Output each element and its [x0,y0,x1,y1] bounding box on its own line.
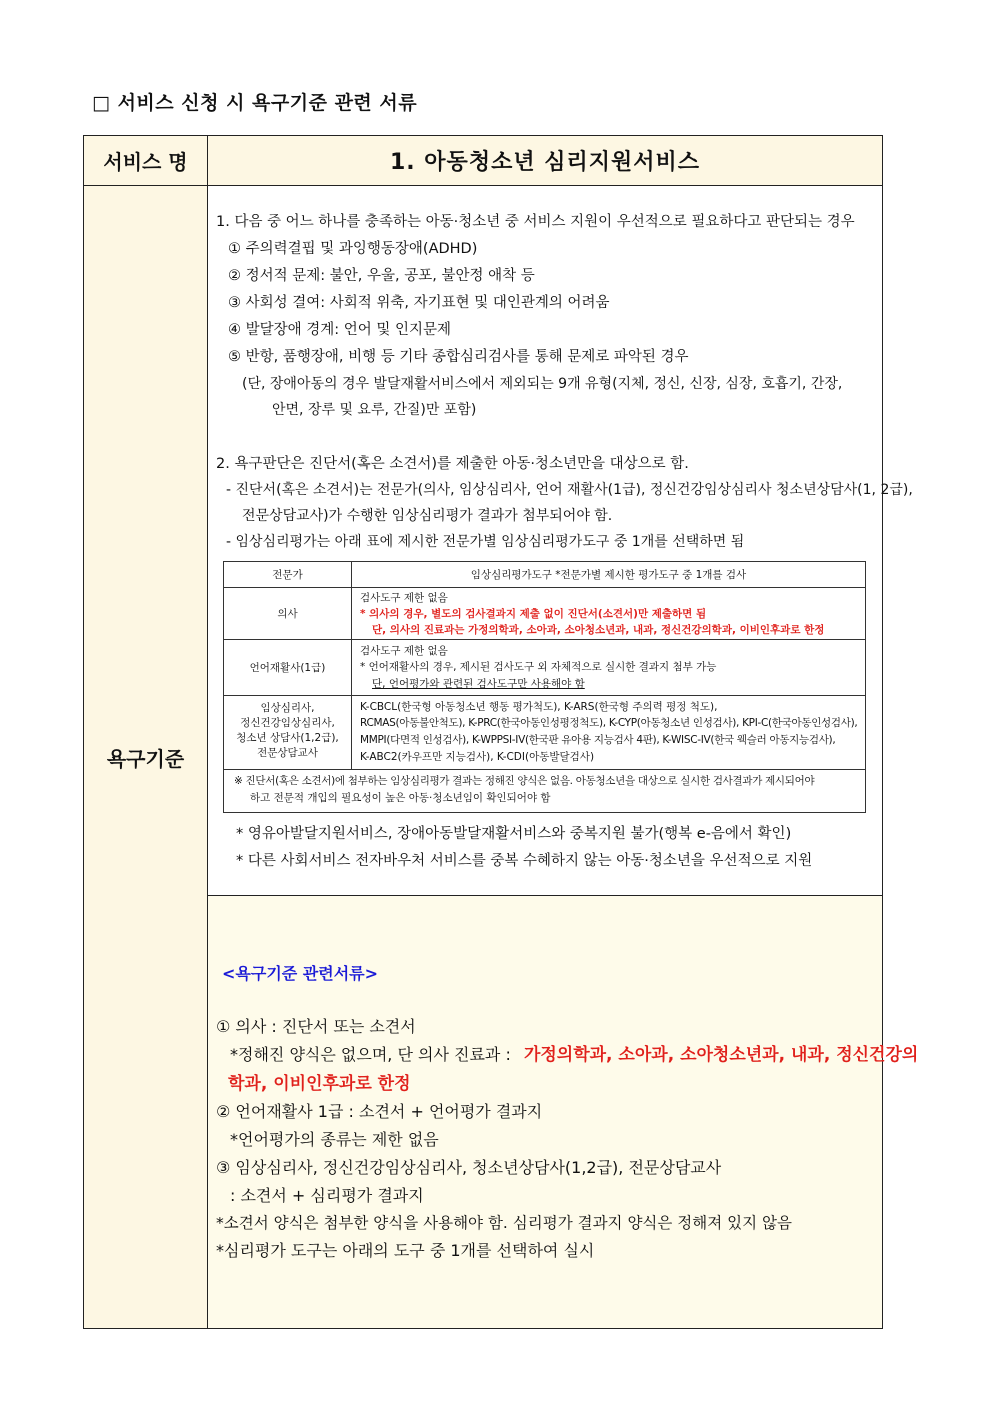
criteria-sub-3: ③ 사회성 결여: 사회적 위축, 자기표현 및 대인관계의 어려움 [228,295,610,311]
table-footnote [224,770,865,812]
documents-note-2: *심리평가 도구는 아래의 도구 중 1개를 선택하여 실시 [216,1241,595,1260]
criteria-content [208,186,913,896]
table-row-doctor [352,588,865,640]
criteria-item-2: 2. 욕구판단은 진단서(혹은 소견서)를 제출한 아동·청소년만을 대상으로 함. [216,456,689,472]
table-row-doctor-label: 의사 [224,588,352,640]
table-row-speech [352,640,865,696]
table-head-tool: 임상심리평가도구 *전문가별 제시한 평가도구 중 1개를 검사 [352,562,865,588]
speech-line-2: * 언어재활사의 경우, 제시된 검사도구 외 자체적으로 실시한 결과지 첨부 가능 [360,661,717,673]
speech-line-3: 단, 언어평가와 관련된 검사도구만 사용해야 함 [372,678,585,690]
doctor-note-text: *정해진 양식은 없으며, 단 의사 진료과 : [230,1045,511,1064]
table-head-expert: 전문가 [224,562,352,588]
criteria-sub-4: ④ 발달장애 경계: 언어 및 인지문제 [228,322,452,338]
documents-note-1: *소견서 양식은 첨부한 양식을 사용해야 함. 심리평가 결과지 양식은 정해져 있지 않음 [216,1214,792,1232]
doctor-line-2: * 의사의 경우, 별도의 검사결과지 제출 없이 진단서(소견서)만 제출하면 됨 [360,608,707,620]
service-table [83,135,919,1329]
psych-line-2: RCMAS(아동불안척도), K-PRC(한국아동인성평정척도), K-CYP(아동청소년 인성검사), KPI-C(한국아동인성검사), [360,717,858,729]
psych-label-4: 전문상담교사 [257,747,318,759]
table-row-psych-label [224,696,352,770]
documents-psych-note: : 소견서 + 심리평가 결과지 [230,1186,424,1205]
criteria-star-2: * 다른 사회서비스 전자바우처 서비스를 중복 수혜하지 않는 아동·청소년을 우선적으로 지원 [236,853,813,869]
criteria-note-2: 안면, 장루 및 요루, 간질)만 포함) [272,402,477,418]
criteria-item-2a-line1: - 진단서(혹은 소견서)는 전문가(의사, 임상심리사, 언어 재활사(1급), 정신건강임상심리사 청소년상담사(1, 2급), [226,482,913,498]
psych-label-2: 정신건강임상심리사, [240,717,335,729]
criteria-item-2b: - 임상심리평가는 아래 표에 제시한 전문가별 임상심리평가도구 중 1개를 선택하면 됨 [226,534,745,550]
documents-section [208,896,919,1328]
psych-line-1: K-CBCL(한국형 아동청소년 행동 평가척도), K-ARS(한국형 주의력 평정 척도), [360,701,718,713]
doctor-line-1: 검사도구 제한 없음 [360,592,448,604]
criteria-sub-2: ② 정서적 문제: 불안, 우울, 공포, 불안정 애착 등 [228,268,535,284]
documents-speech-note: *언어평가의 종류는 제한 없음 [230,1130,439,1149]
criteria-item-2a-line2: 전문상담교사)가 수행한 임상심리평가 결과가 첨부되어야 함. [242,508,613,524]
table-row-psych [352,696,865,770]
documents-speech: ② 언어재활사 1급 : 소견서 + 언어평가 결과지 [216,1102,543,1121]
footnote-line-2: 하고 전문적 개입의 필요성이 높은 아동·청소년임이 확인되어야 함 [250,792,551,804]
psych-line-3: MMPI(다면적 인성검사), K-WPPSI-IV(한국판 유아용 지능검사 4판), K-WISC-IV(한국 웩슬러 아동지능검사), [360,734,836,746]
service-name-label: 서비스 명 [84,136,208,186]
psych-label-3: 청소년 상담사(1,2급), [236,732,339,744]
documents-psych: ③ 임상심리사, 정신건강임상심리사, 청소년상담사(1,2급), 전문상담교사 [216,1158,722,1177]
documents-doctor-note [230,1043,918,1067]
doctor-line-3: 단, 의사의 진료과는 가정의학과, 소아과, 소아청소년과, 내과, 정신건강의학과, 이비인후과로 한정 [372,624,825,636]
criteria-sub-5: ⑤ 반항, 품행장애, 비행 등 기타 종합심리검사를 통해 문제로 파악된 경우 [228,349,689,365]
doctor-departments-2: 학과, 이비인후과로 한정 [228,1074,411,1094]
footnote-line-1: ※ 진단서(혹은 소견서)에 첨부하는 임상심리평가 결과는 정해진 양식은 없음. 아동청소년을 대상으로 실시한 검사결과가 제시되어야 [234,775,815,787]
criteria-label: 욕구기준 [84,186,208,1328]
documents-doctor: ① 의사 : 진단서 또는 소견서 [216,1017,416,1036]
criteria-item-1: 1. 다음 중 어느 하나를 충족하는 아동·청소년 중 서비스 지원이 우선적으로 필요하다고 판단되는 경우 [216,214,855,230]
criteria-sub-1: ① 주의력결핍 및 과잉행동장애(ADHD) [228,241,478,257]
doctor-departments-1: 가정의학과, 소아과, 소아청소년과, 내과, 정신건강의 [523,1045,919,1065]
documents-title: <욕구기준 관련서류> [222,964,379,983]
criteria-note-1: (단, 장애아동의 경우 발달재활서비스에서 제외되는 9개 유형(지체, 정신, 신장, 심장, 호흡기, 간장, [242,376,843,392]
psych-line-4: K-ABC2(카우프만 지능검사), K-CDI(아동발달검사) [360,751,595,763]
evaluation-tool-table [223,561,866,813]
service-name-title: 1. 아동청소년 심리지원서비스 [208,136,882,186]
speech-line-1: 검사도구 제한 없음 [360,645,448,657]
table-row-speech-label: 언어재활사(1급) [224,640,352,696]
criteria-star-1: * 영유아발달지원서비스, 장애아동발달재활서비스와 중복지원 불가(행복 e-음에서 확인) [236,826,792,842]
psych-label-1: 임상심리사, [260,702,315,714]
page-header: □ 서비스 신청 시 욕구기준 관련 서류 [92,92,418,114]
